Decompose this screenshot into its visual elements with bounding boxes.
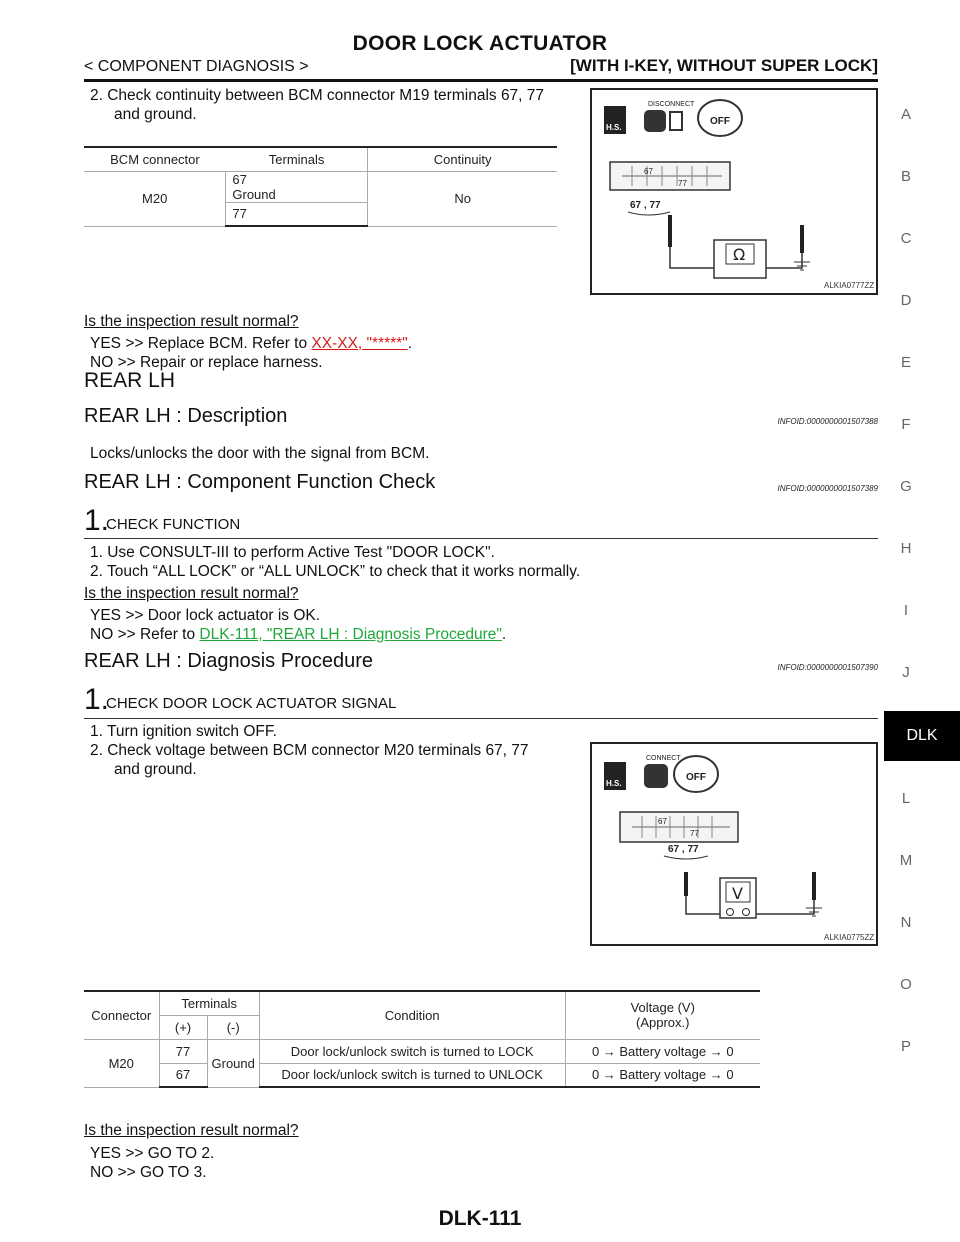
info-id: INFOID:0000000001507388 [777,417,878,426]
svg-text:H.S.: H.S. [606,779,622,788]
sidebar-item[interactable]: M [899,852,913,869]
step-rule [84,718,878,719]
svg-text:67 , 77: 67 , 77 [668,844,699,855]
ref-link[interactable]: DLK-111, "REAR LH : Diagnosis Procedure" [199,626,502,643]
table-header: (+) [159,1015,207,1039]
svg-text:77: 77 [678,179,687,188]
step-label: CHECK FUNCTION [106,516,241,533]
info-id: INFOID:0000000001507389 [777,484,878,493]
section-label: < COMPONENT DIAGNOSIS > [84,58,309,75]
svg-text:OFF: OFF [686,772,706,783]
voltage-table [84,990,760,1088]
step-number: 1. [84,504,110,537]
info-id: INFOID:0000000001507390 [777,663,878,672]
sidebar-item[interactable]: H [900,540,912,557]
table-cell: 0 → Battery voltage → 0 [565,1063,760,1087]
sidebar-item-dlk[interactable]: DLK [884,711,960,761]
table-cell: 77 [226,202,368,226]
page-title: DOOR LOCK ACTUATOR [352,32,608,55]
table-cell: 67Ground [226,171,368,202]
diagnosis-title: REAR LH : Diagnosis Procedure [84,650,374,672]
connector-icon [644,764,668,788]
header-rule [84,79,878,82]
result-yes: YES >> Door lock actuator is OK. [90,607,321,624]
table-header: Voltage (V) (Approx.) [565,991,760,1039]
question: Is the inspection result normal? [84,313,299,330]
step-text: 1. Turn ignition switch OFF. [90,723,277,740]
table-header: Continuity [368,147,557,171]
svg-text:DISCONNECT: DISCONNECT [648,101,695,108]
result-no: NO >> GO TO 3. [90,1164,207,1181]
svg-text:67 , 77: 67 , 77 [630,200,661,211]
table-header: Terminals [226,147,368,171]
table-cell: No [368,171,557,226]
continuity-table [84,146,557,227]
svg-text:ALKIA0775ZZ: ALKIA0775ZZ [824,933,875,942]
question: Is the inspection result normal? [84,1122,299,1139]
svg-text:67: 67 [658,817,667,826]
sidebar-item[interactable]: G [900,478,912,495]
table-header: Terminals [159,991,259,1015]
voltage-check-figure [590,742,878,946]
sidebar-item[interactable]: B [900,168,911,185]
sidebar-item[interactable]: A [900,106,911,123]
sidebar-item[interactable]: E [900,354,911,371]
step-label: CHECK DOOR LOCK ACTUATOR SIGNAL [106,695,397,712]
step-number: 1. [84,683,110,716]
svg-text:CONNECT: CONNECT [646,755,681,762]
sidebar-item[interactable]: J [902,664,910,681]
description-text: Locks/unlocks the door with the signal from BCM. [90,445,430,462]
table-header: Connector [84,991,159,1039]
result-no: NO >> Repair or replace harness. [90,354,323,371]
step-text: 2. Check continuity between BCM connector M19 terminals 67, 77 [90,87,545,104]
connector-icon [644,110,666,132]
table-header: Condition [259,991,565,1039]
table-cell: 77 [159,1039,207,1063]
description-title: REAR LH : Description [84,405,288,427]
svg-text:V: V [732,884,743,903]
sidebar-item[interactable]: I [903,602,909,619]
continuity-check-figure [590,88,878,295]
step-text: and ground. [114,761,197,778]
step-rule [84,538,878,539]
table-row [84,1039,760,1063]
step-text: 2. Touch “ALL LOCK” or “ALL UNLOCK” to check that it works normally. [90,563,581,580]
table-header: BCM connector [84,147,226,171]
page-number: DLK-111 [438,1207,522,1230]
table-cell: 67 [159,1063,207,1087]
step-text: 1. Use CONSULT-III to perform Active Test "DOOR LOCK". [90,544,495,561]
svg-text:H.S.: H.S. [606,123,622,132]
ref-link[interactable]: XX-XX, "*****" [311,335,408,352]
table-cell: M20 [84,1039,159,1087]
result-no: NO >> Refer to DLK-111, "REAR LH : Diagnosis Procedure". [90,626,507,643]
sidebar-item[interactable]: D [900,292,912,309]
section-title: REAR LH [84,369,176,392]
step-text: 2. Check voltage between BCM connector M20 terminals 67, 77 [90,742,529,759]
variant-label: [WITH I-KEY, WITHOUT SUPER LOCK] [570,56,878,75]
svg-text:ALKIA0777ZZ: ALKIA0777ZZ [824,281,875,290]
question: Is the inspection result normal? [84,585,299,602]
figure-drawing [592,90,876,293]
svg-text:Ω: Ω [733,245,746,264]
step-text: and ground. [114,106,197,123]
sidebar-item[interactable]: O [900,976,912,993]
table-cell: 0 → Battery voltage → 0 [565,1039,760,1063]
sidebar-item[interactable]: F [901,416,911,433]
table-cell: Ground [207,1039,259,1087]
table-cell: Door lock/unlock switch is turned to UNLOCK [259,1063,565,1087]
sidebar-item[interactable]: P [900,1038,911,1055]
table-header: (-) [207,1015,259,1039]
function-check-title: REAR LH : Component Function Check [84,471,436,493]
svg-text:67: 67 [644,167,653,176]
svg-text:77: 77 [690,829,699,838]
figure-drawing [592,744,876,944]
result-yes: YES >> GO TO 2. [90,1145,215,1162]
table-cell: Door lock/unlock switch is turned to LOCK [259,1039,565,1063]
table-cell: M20 [84,171,226,226]
table-row [84,1063,760,1087]
result-yes: YES >> Replace BCM. Refer to XX-XX, "*****". [90,335,413,352]
svg-text:OFF: OFF [710,116,730,127]
sidebar-item[interactable]: C [900,230,912,247]
sidebar-item[interactable]: L [901,790,911,807]
sidebar-item[interactable]: N [900,914,912,931]
